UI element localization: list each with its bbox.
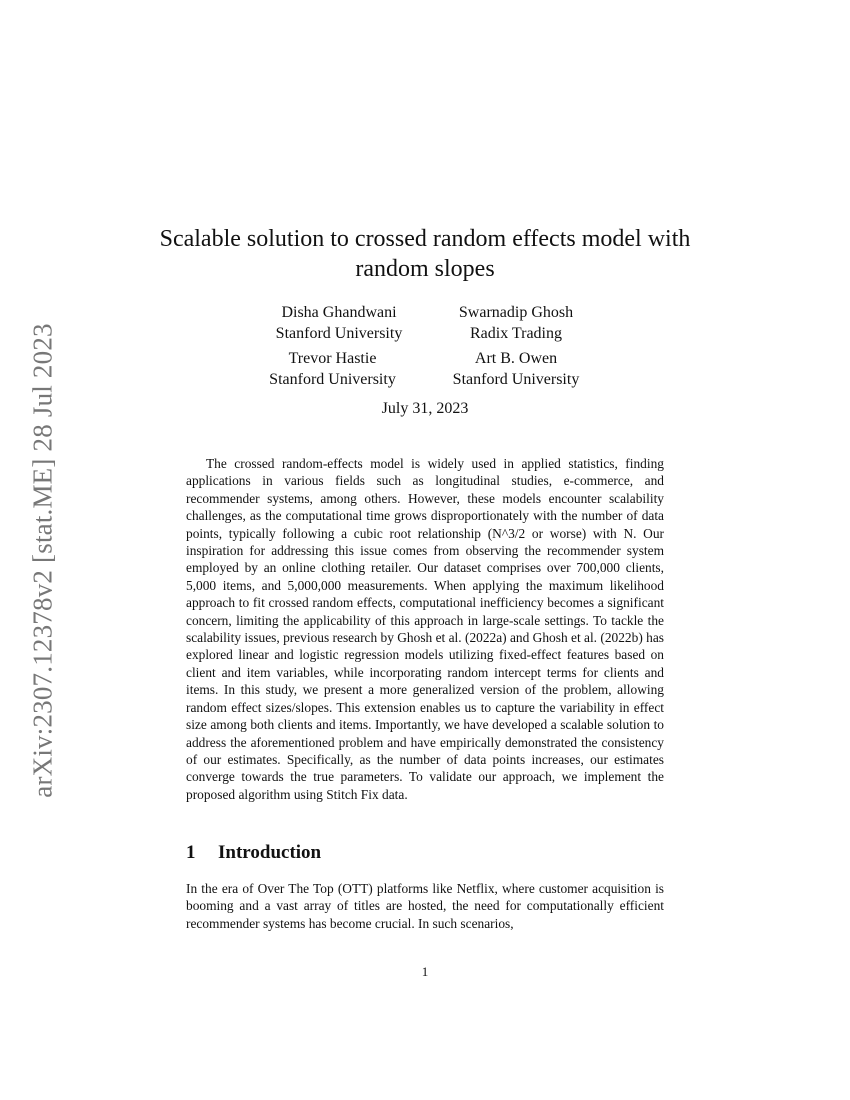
author-affiliation: Stanford University xyxy=(452,371,580,388)
author-affiliation: Stanford University xyxy=(269,371,396,388)
section-number: 1 xyxy=(186,842,196,863)
author-name: Disha Ghandwani xyxy=(281,304,397,321)
section-heading xyxy=(186,842,321,864)
author-block xyxy=(255,348,410,390)
author-name: Art B. Owen xyxy=(474,350,558,367)
author-affiliation: Radix Trading xyxy=(469,325,562,342)
arxiv-stamp xyxy=(23,300,63,820)
author-name: Swarnadip Ghosh xyxy=(458,304,574,321)
paper-title: Scalable solution to crossed random effects model with random slopes xyxy=(159,226,691,282)
page-number: 1 xyxy=(421,964,429,979)
author-name: Trevor Hastie xyxy=(288,350,377,367)
author-block xyxy=(430,348,602,390)
author-block xyxy=(255,302,423,344)
author-affiliation: Stanford University xyxy=(275,325,403,342)
intro-paragraph: In the era of Over The Top (OTT) platforms like Netflix, where customer acquisition is booming and a vast array of titles are hosted, the need for computationally efficient recommender systems has become crucial. In such scenarios, xyxy=(186,881,664,931)
arxiv-identifier: arXiv:2307.12378v2 [stat.ME] 28 Jul 2023 xyxy=(27,322,58,798)
paper-date: July 31, 2023 xyxy=(381,400,469,417)
author-block xyxy=(430,302,602,344)
section-title: Introduction xyxy=(218,842,322,863)
abstract: The crossed random-effects model is widely used in applied statistics, finding applications in various fields such as longitudinal studies, e-commerce, and recommender systems, among others. However, these models encounter scalability challenges, as the computational time grows disproportionately with the number of data points, typically following a cubic root relationship (N^3/2 or worse) with N. Our inspiration for addressing this issue comes from observing the recommender system employed by an online clothing retailer. Our dataset comprises over 700,000 clients, 5,000 items, and 5,000,000 measurements. When applying the maximum likelihood approach to fit crossed random effects, computational inefficiency becomes a significant concern, limiting the applicability of this approach in large-scale settings. To tackle the scalability issues, previous research by Ghosh et al. (2022a) and Ghosh et al. (2022b) has explored linear and logistic regression models utilizing fixed-effect features based on client and item variables, while incorporating random intercept terms for clients and items. In this study, we present a more generalized version of the problem, allowing random effect sizes/slopes. This extension enables us to capture the variability in effect size among both clients and items. Importantly, we have developed a scalable solution to address the aforementioned problem and have empirically demonstrated the consistency of our estimates. Specifically, as the number of data points increases, our estimates converge towards the true parameters. To validate our approach, we implement the proposed algorithm using Stitch Fix data. xyxy=(186,456,664,802)
